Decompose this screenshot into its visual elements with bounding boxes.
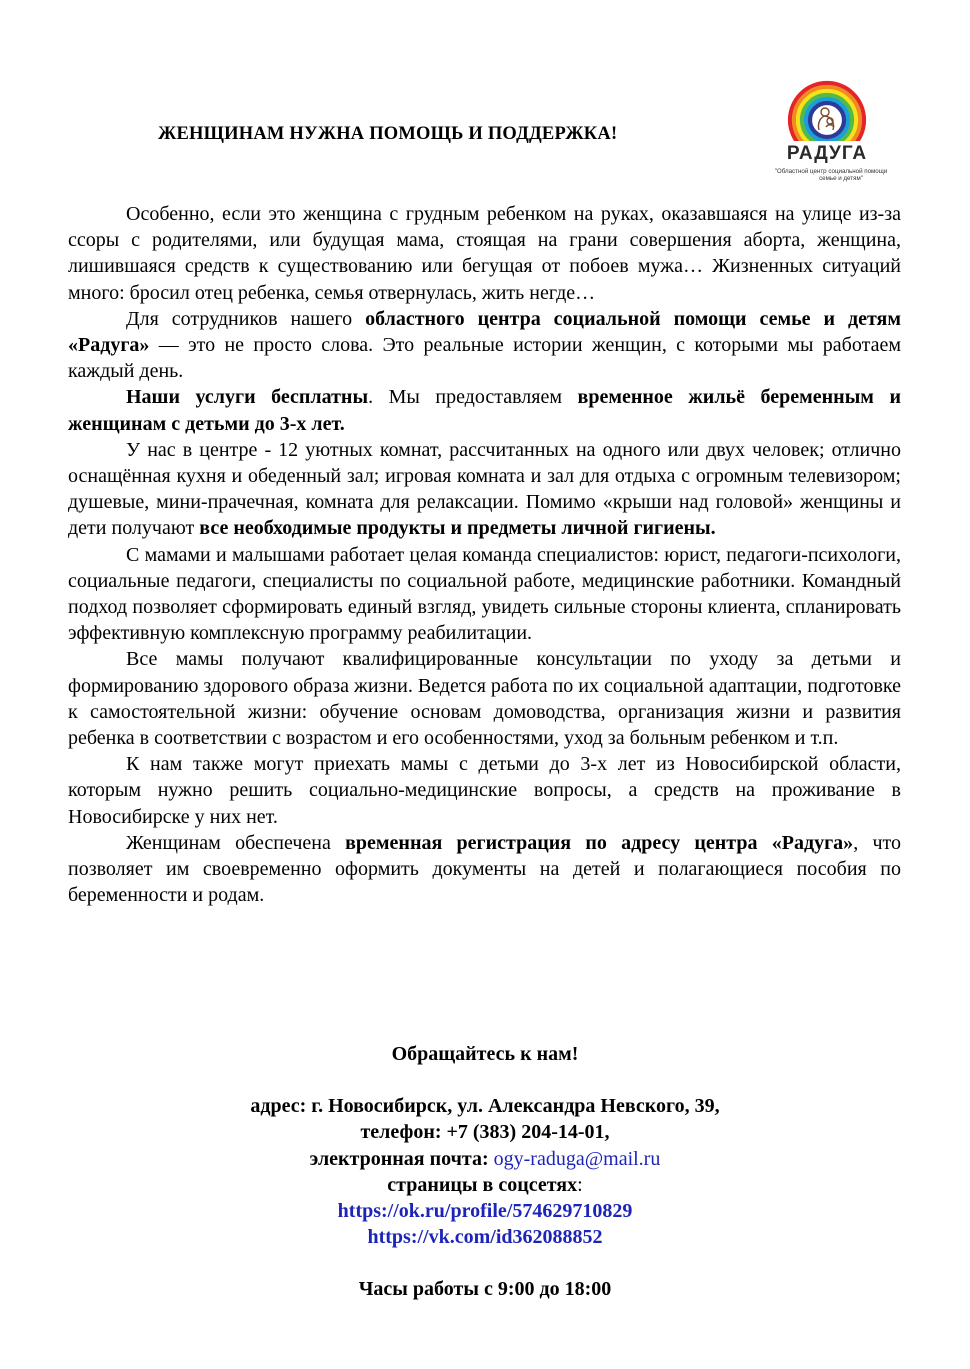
paragraph-free-services: Наши услуги бесплатны. Мы предоставляем временное жильё беременным и женщинам с детьми до 3-х лет. [68, 386, 901, 435]
contact-phone: телефон: +7 (383) 204-14-01, [360, 1121, 610, 1144]
contact-email-line [0, 1146, 970, 1172]
contacts-block [0, 1041, 970, 1303]
paragraph-region: К нам также могут приехать мамы с детьми до 3-х лет из Новосибирской области, которым нужно решить социально-медицинские вопросы, а средств на проживание в Новосибирске у них нет. [68, 753, 901, 828]
paragraph-rooms: У нас в центре - 12 уютных комнат, рассчитанных на одного или двух человек; отлично оснащённая кухня и обеденный зал; игровая комната и зал для отдыха с огромным телевизором; душевые, мини-прачечная, комната для релаксации. Помимо «крыши над головой» женщины и дети получают все необходимые продукты и предметы личной гигиены. [68, 438, 901, 540]
paragraph-center: Для сотрудников нашего областного центра социальной помощи семье и детям «Радуга» — это не просто слова. Это реальные истории женщин, с которыми мы работаем каждый день. [68, 307, 901, 383]
raduga-logo [775, 78, 887, 190]
paragraph-registration: Женщинам обеспечена временная регистрация по адресу центра «Радуга», что позволяет им своевременно оформить документы на детей и полагающиеся пособия по беременности и родам. [68, 831, 901, 907]
paragraph-consultations: Все мамы получают квалифицированные консультации по уходу за детьми и формированию здорового образа жизни. Ведется работа по их социальной адаптации, подготовке к самостоятельной жизни: обучение основам домоводства, организация жизни и развития ребенка в соответствии с возрастом и его особенностями, уход за больным ребенком и т.п. [68, 648, 901, 750]
article-body [68, 201, 901, 908]
vk-profile-link[interactable]: https://vk.com/id362088852 [367, 1226, 603, 1249]
svg-text:РАДУГА: РАДУГА [786, 143, 868, 164]
ok-profile-link[interactable]: https://ok.ru/profile/574629710829 [337, 1200, 633, 1223]
paragraph-specialists: С мамами и малышами работает целая команда специалистов: юрист, педагоги-психологи, социальные педагоги, специалисты по социальной работе, медицинские работники. Командный подход позволяет сформировать единый взгляд, увидеть сильные стороны клиента, спланировать эффективную комплексную программу реабилитации. [68, 543, 901, 645]
email-link[interactable]: ogy-raduga@mail.ru [493, 1147, 661, 1170]
contact-address: адрес: г. Новосибирск, ул. Александра Невского, 39, [250, 1095, 720, 1118]
social-label: страницы в соцсетях [387, 1173, 578, 1196]
email-label: электронная почта: [309, 1147, 494, 1170]
contact-cta: Обращайтесь к нам! [391, 1043, 579, 1065]
working-hours: Часы работы с 9:00 до 18:00 [358, 1278, 612, 1301]
paragraph-situations: Особенно, если это женщина с грудным ребенком на руках, оказавшаяся на улице из-за ссоры с родителями, или будущая мама, стоящая на грани совершения аборта, женщина, лишившаяся средств к существованию или бегущая от побоев мужа… Жизненных ситуаций много: бросил отец ребенка, семья отвернулась, жить негде… [68, 203, 901, 304]
page-title: ЖЕНЩИНАМ НУЖНА ПОМОЩЬ И ПОДДЕРЖКА! [158, 124, 618, 144]
svg-text:"Областной центр социальной по: "Областной центр социальной помощи [775, 168, 887, 175]
svg-text:семье и детям": семье и детям" [819, 175, 863, 182]
social-label-line: страницы в соцсетях: [387, 1173, 583, 1196]
